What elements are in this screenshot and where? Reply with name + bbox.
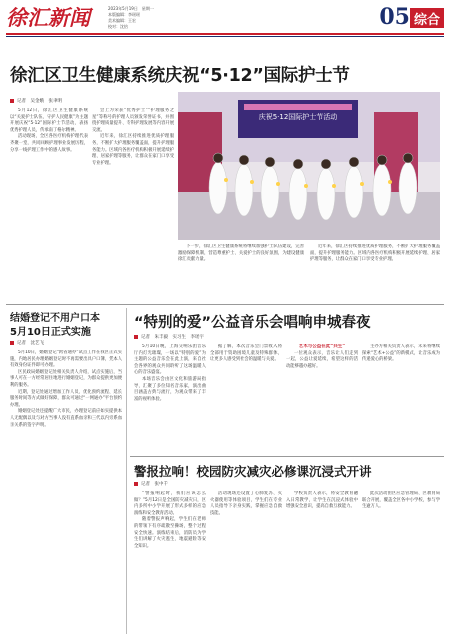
- antifraud-col-1: [134, 491, 206, 634]
- music-p3: 据了解，本次音乐会门票收入将全部用于资助困境儿童及特殊群体，让更多人感受到社会的温暖与关爱。: [210, 344, 282, 363]
- page-number: 05: [379, 4, 410, 30]
- nurses-col-3: [178, 244, 304, 302]
- masthead-rule: [6, 33, 444, 35]
- byline-music: [134, 334, 204, 340]
- nurses-p2: 活动现场，全区各医疗机构护理代表齐聚一堂，共同回顾护理事业发展历程，分享一线护理工作中的感人故事。: [10, 134, 88, 153]
- antifraud-p1: “警报响起时，我们应该怎么做？”5月12日是全国防灾减灾日，区内多所中小学开展了形式多样的应急演练和安全教育活动。: [134, 491, 206, 516]
- nurses-col-4: [310, 244, 440, 302]
- byline-registry-text: 记者 沈艺飞: [17, 341, 44, 346]
- photo-banner-text: 庆祝5·12国际护士节活动: [258, 113, 338, 121]
- antifraud-p5: 此次活动由区应急管理局、区教育局联合开展，覆盖全区各中小学校，参与学生逾万人。: [362, 491, 440, 510]
- nurses-col-2: [92, 108, 174, 300]
- meta-proof: 校对：沈怡: [108, 24, 128, 29]
- registry-p2: 区民政局婚姻登记处相关负责人介绍，试点实施后，当事人可在一方经常居住地进行婚姻登记，为群众提供更加便利的服务。: [10, 369, 122, 388]
- antifraud-p2: 随着警报声响起，学生们在老师的带领下有序疏散至操场，整个过程安全快速。演练结束后，消防员为学生们讲解了火灾逃生、地震避险等安全知识。: [134, 517, 206, 549]
- column-divider: [126, 308, 127, 634]
- headline-registry-1: 结婚登记不用户口本: [10, 313, 100, 324]
- antifraud-col-2: [210, 491, 282, 634]
- masthead-logo-text: 徐汇新闻: [6, 5, 90, 30]
- music-col-4: [362, 344, 440, 452]
- registry-p3: 近期，登记处通过增加工作人员、优化预约流程、延长服务时间等方式做好保障，群众可通过“一网通办”平台预约办理。: [10, 389, 122, 408]
- masthead-logo: [6, 4, 98, 30]
- byline-registry: [10, 340, 44, 346]
- section-divider-2: [130, 456, 444, 457]
- meta-art-editor: 美术编辑：王宏: [108, 18, 136, 23]
- antifraud-p3: 活动现场还设置了心肺复苏、灭火器使用等体验项目，学生们在专业人员指导下亲身实践，掌握应急自救技能。: [210, 491, 282, 516]
- music-subhead-1: 艺术与公益在此“共生”: [298, 344, 346, 349]
- registry-p4: 婚姻登记处还提醒广大市民，办理登记前应如实提供本人无配偶以及与对方当事人没有直系血亲和三代以内旁系血亲关系的签字声明。: [10, 409, 122, 428]
- meta-date: 2023年5月19日 星期一: [108, 6, 154, 11]
- masthead-meta: [108, 6, 154, 30]
- nurses-col-1: [10, 108, 88, 300]
- byline-music-text: 记者 朱丰毅 实习生 李瑶宇: [141, 335, 204, 340]
- nurses-p1: 5月12日，徐汇区卫生健康系统以“关爱护士队伍，守护人民健康”为主题开展庆祝“5·12”国际护士节活动，表扬优秀护理人员，传承南丁格尔精神。: [10, 108, 88, 133]
- section-divider-1: [6, 304, 444, 305]
- headline-registry-2: 5月10日正式实施: [10, 327, 91, 338]
- music-p1: 5月10日晚，上海交响乐团音乐厅内灯光璀璨，一场以“特别的爱”为主题的公益音乐会在此上演，来自社会各界的观众共同聆听了这场温暖人心的音乐盛宴。: [134, 344, 206, 376]
- antifraud-p4: 学校负责人表示，将安全教育融入日常教学，让学生在沉浸式体验中增强安全意识，提高自救互救能力。: [286, 491, 358, 510]
- masthead-rule-thin: [6, 36, 444, 37]
- registry-body: [10, 350, 122, 634]
- headline-music: “特别的爱”公益音乐会唱响申城春夜: [134, 315, 371, 331]
- nurses-photo: [178, 92, 440, 240]
- byline-nurses-text: 记者 吴金娥 张聿明: [17, 99, 62, 104]
- byline-antifraud-text: 记者 张中千: [141, 482, 168, 487]
- byline-nurses: [10, 98, 62, 104]
- music-p5: 主办方相关负责人表示，未来将继续探索“艺术+公益”的新模式，让音乐成为传递爱心的桥梁。: [362, 344, 440, 363]
- section-tag: 综合: [410, 8, 444, 28]
- music-p4: 一位观众表示，音乐让人们走到一起，公益让爱延续，希望这样的活动能够越办越好。: [286, 350, 358, 369]
- nurses-p5: 下一步，徐汇区卫生健康系统将继续加强护士队伍建设，完善激励保障机制，营造尊重护士、关爱护士的良好氛围，为建设健康徐汇贡献力量。: [178, 244, 304, 263]
- registry-p1: 5月10日，婚姻登记“跨省通办”试点工作在我区正式实施，内地居民办理婚姻登记时不再需要出具户口簿，凭本人有效身份证件即可办理。: [10, 350, 122, 369]
- antifraud-col-3: [286, 491, 358, 634]
- music-p2: 本场音乐会由区文化和旅游局指导，汇聚了多位知名音乐家，演出曲目涵盖古典与流行，为观众带来了丰富的视听体验。: [134, 376, 206, 402]
- byline-antifraud: [134, 481, 168, 487]
- music-col-1: [134, 344, 206, 452]
- music-col-2: [210, 344, 282, 452]
- meta-editor: 本版编辑：李瑶瑶: [108, 12, 140, 17]
- nurses-p4: 近年来，徐汇区持续推进优质护理服务，不断扩大护理服务覆盖面，提升护理服务能力。区域内各医疗机构积极开展延续护理、居家护理等服务，让群众在家门口享受专业护理。: [92, 134, 174, 166]
- nurses-p3: 会上为荣获“优秀护士”“护理服务之星”等称号的护理人员颁发荣誉证书，并围绕护理质量提升、专科护理发展等内容开展交流。: [92, 108, 174, 133]
- music-col-3: [286, 344, 358, 452]
- antifraud-col-4: [362, 491, 440, 634]
- headline-nurses: 徐汇区卫生健康系统庆祝“5·12”国际护士节: [10, 66, 350, 86]
- nurses-p4-cont: 近年来，徐汇区持续推进优质护理服务，不断扩大护理服务覆盖面，提升护理服务能力。区域内各医疗机构积极开展延续护理、居家护理等服务，让群众在家门口享受专业护理。: [310, 244, 440, 263]
- headline-antifraud: 警报拉响！校园防灾减灾必修课沉浸式开讲: [134, 464, 372, 479]
